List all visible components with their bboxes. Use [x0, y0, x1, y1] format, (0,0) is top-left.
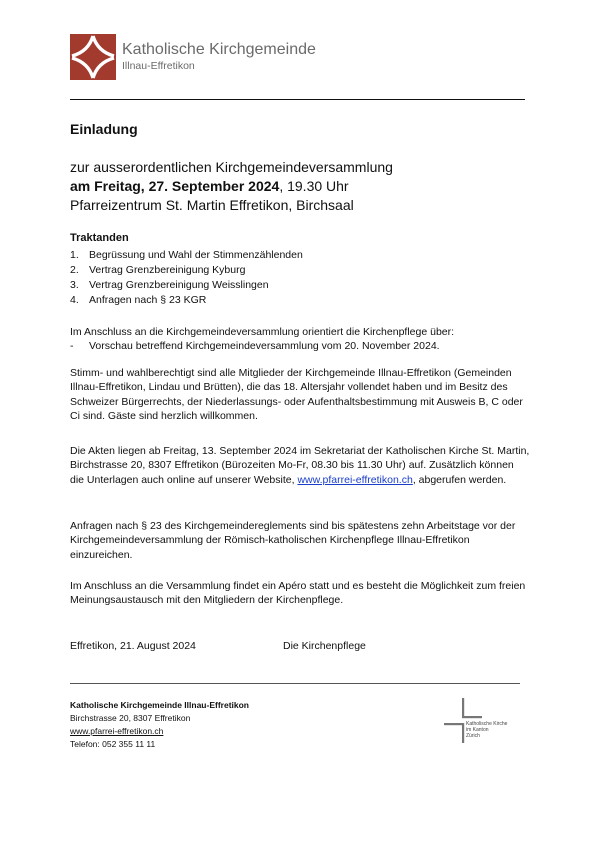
eligibility-paragraph: Stimm- und wahlberechtigt sind alle Mitglieder der Kirchgemeinde Illnau-Effretikon (Gemeinden Illnau-Effretikon, Lindau und Brütten), die das 18. Altersjahr vollendet haben und im Besitz des Schweizer Bürgerrechts, der Niederlassungs- oder Aufenthaltsbestimmung mit Ausweis B, C oder Ci sind. Gäste sind herzlich willkommen. [70, 367, 523, 423]
agenda-item-number: 4. [70, 294, 79, 306]
apero-paragraph: Im Anschluss an die Versammlung findet ein Apéro statt und es besteht die Möglichkeit zum freien Meinungsaustausch mit den Mitgliedern der Kirchenpflege. [70, 580, 526, 607]
footer-org-name: Katholische Kirchgemeinde Illnau-Effretikon [70, 700, 250, 710]
documents-text: Die Akten liegen ab Freitag, 13. September 2024 im Sekretariat der Katholischen Kirche St. Martin, Birchstrasse 20, 8307 Effretikon (Bürozeiten Mo-Fr, 08.30 bis 11.30 Uhr) auf. Zusätzlich können die Unterlagen auch online auf unserer Website, [70, 445, 530, 486]
org-logo [70, 34, 355, 80]
org-name: Katholische Kirchgemeinde [122, 41, 316, 59]
bullet-text: Vorschau betreffend Kirchgemeindeversammlung vom 20. November 2024. [89, 340, 440, 353]
kanton-text-line: im Kanton [466, 727, 489, 733]
info-paragraph-text: Im Anschluss an die Kirchgemeindeversammlung orientiert die Kirchenpflege über: [70, 326, 455, 338]
org-subtitle: Illnau-Effretikon [122, 60, 195, 73]
website-link[interactable]: www.pfarrei-effretikon.ch [297, 473, 413, 486]
agenda-item-text: Vertrag Grenzbereinigung Weisslingen [89, 279, 269, 291]
footer-website-link[interactable]: www.pfarrei-effretikon.ch [70, 726, 164, 736]
meeting-intro [70, 158, 530, 215]
documents-text-end: , abgerufen werden. [412, 473, 507, 486]
bullet-dash: - [70, 340, 74, 353]
signature: Die Kirchenpflege [283, 640, 366, 652]
place-date: Effretikon, 21. August 2024 [70, 640, 196, 652]
intro-line: zur ausserordentlichen Kirchgemeindeversammlung [70, 159, 393, 175]
requests-paragraph: Anfragen nach § 23 des Kirchgemeindereglements sind bis spätestens zehn Arbeitstage vor der Kirchgemeindeversammlung der Römisch-katholischen Kirchenpflege Illnau-Effretikon einzureichen. [70, 520, 516, 561]
agenda-list [70, 248, 530, 308]
documents-paragraph [70, 444, 530, 487]
agenda-item-text: Vertrag Grenzbereinigung Kyburg [89, 264, 246, 276]
agenda-item-number: 3. [70, 279, 79, 291]
letter-heading: Einladung [70, 121, 138, 137]
footer-phone: Telefon: 052 355 11 11 [70, 739, 156, 749]
info-bullet [70, 339, 530, 353]
agenda-item-text: Begrüssung und Wahl der Stimmenzählenden [89, 249, 303, 261]
meeting-time: , 19.30 Uhr [279, 178, 349, 194]
meeting-date: am Freitag, 27. September 2024 [70, 178, 280, 194]
kirchgemeinde-logo-icon [70, 34, 116, 80]
meeting-place: Pfarreizentrum St. Martin Effretikon, Birchsaal [70, 197, 354, 213]
agenda-item-number: 1. [70, 249, 79, 261]
agenda-item-number: 2. [70, 264, 79, 276]
agenda-item [70, 248, 530, 263]
intro-date-line [70, 177, 530, 196]
agenda-item-text: Anfragen nach § 23 KGR [89, 294, 207, 306]
kanton-text-line: Katholische Kirche [466, 721, 508, 727]
agenda-item [70, 263, 530, 278]
header-divider [70, 99, 525, 100]
footer-address [70, 699, 249, 751]
agenda-item [70, 293, 530, 308]
info-paragraph [70, 325, 530, 354]
kanton-logo-text [466, 721, 507, 739]
agenda-item [70, 278, 530, 293]
footer-street: Birchstrasse 20, 8307 Effretikon [70, 713, 191, 723]
footer-divider [70, 683, 520, 684]
agenda-title: Traktanden [70, 232, 129, 244]
kanton-text-line: Zürich [466, 733, 480, 739]
